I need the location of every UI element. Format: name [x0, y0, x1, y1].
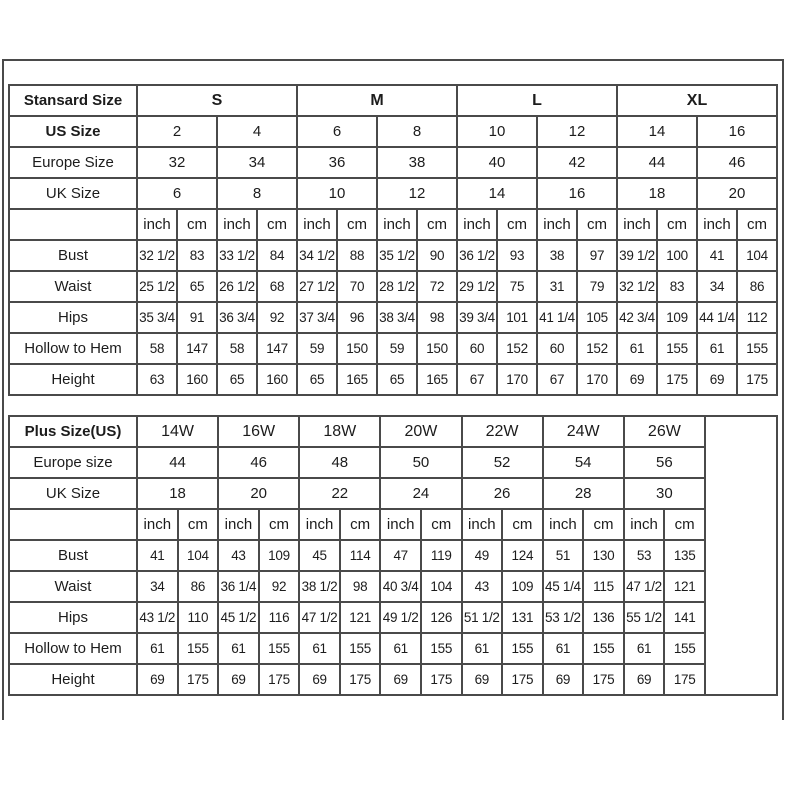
- size-value: 14: [457, 178, 537, 209]
- size-value: 44: [617, 147, 697, 178]
- unit-inch-header: inch: [299, 509, 340, 540]
- size-group-header: M: [297, 85, 457, 116]
- standard-size-table-row: [9, 209, 777, 240]
- measure-value: 51: [543, 540, 584, 571]
- row-label: Europe Size: [9, 147, 137, 178]
- measure-value: 121: [664, 571, 705, 602]
- measure-value: 155: [178, 633, 219, 664]
- measure-value: 155: [259, 633, 300, 664]
- standard-size-table-row: [9, 178, 777, 209]
- measure-value: 147: [177, 333, 217, 364]
- size-value: 52: [462, 447, 543, 478]
- unit-cm-header: cm: [337, 209, 377, 240]
- unit-inch-header: inch: [543, 509, 584, 540]
- measure-value: 58: [137, 333, 177, 364]
- measure-value: 175: [737, 364, 777, 395]
- measure-value: 131: [502, 602, 543, 633]
- measure-value: 35 1/2: [377, 240, 417, 271]
- measure-value: 38: [537, 240, 577, 271]
- size-value: 34: [217, 147, 297, 178]
- unit-cm-header: cm: [657, 209, 697, 240]
- plus-size-table: [8, 415, 778, 696]
- measure-value: 27 1/2: [297, 271, 337, 302]
- measure-value: 44 1/4: [697, 302, 737, 333]
- measure-value: 175: [502, 664, 543, 695]
- measure-value: 91: [177, 302, 217, 333]
- measure-value: 100: [657, 240, 697, 271]
- measure-value: 61: [697, 333, 737, 364]
- size-value: 18: [137, 478, 218, 509]
- row-label: Bust: [9, 540, 137, 571]
- measure-value: 60: [457, 333, 497, 364]
- size-value: 4: [217, 116, 297, 147]
- measure-value: 69: [299, 664, 340, 695]
- measure-value: 65: [177, 271, 217, 302]
- measure-value: 86: [737, 271, 777, 302]
- measure-value: 160: [257, 364, 297, 395]
- measure-value: 88: [337, 240, 377, 271]
- measure-value: 170: [577, 364, 617, 395]
- unit-cm-header: cm: [497, 209, 537, 240]
- size-value: 20: [218, 478, 299, 509]
- measure-value: 69: [543, 664, 584, 695]
- measure-value: 49: [462, 540, 503, 571]
- measure-value: 45 1/2: [218, 602, 259, 633]
- measure-value: 36 3/4: [217, 302, 257, 333]
- unit-cm-header: cm: [577, 209, 617, 240]
- measure-value: 61: [624, 633, 665, 664]
- measure-value: 49 1/2: [380, 602, 421, 633]
- table-title: Stansard Size: [9, 85, 137, 116]
- unit-cm-header: cm: [177, 209, 217, 240]
- size-group-header: 24W: [543, 416, 624, 447]
- unit-inch-header: inch: [297, 209, 337, 240]
- unit-inch-header: inch: [217, 209, 257, 240]
- unit-cm-header: cm: [417, 209, 457, 240]
- measure-value: 150: [417, 333, 457, 364]
- measure-value: 33 1/2: [217, 240, 257, 271]
- measure-value: 65: [297, 364, 337, 395]
- measure-value: 35 3/4: [137, 302, 177, 333]
- measure-value: 92: [259, 571, 300, 602]
- plus-size-table-row: [9, 416, 777, 447]
- size-group-header: 18W: [299, 416, 380, 447]
- measure-value: 55 1/2: [624, 602, 665, 633]
- standard-size-table-row: [9, 271, 777, 302]
- measure-value: 45: [299, 540, 340, 571]
- measure-value: 47 1/2: [299, 602, 340, 633]
- measure-value: 40 3/4: [380, 571, 421, 602]
- measure-value: 41: [697, 240, 737, 271]
- measure-value: 69: [380, 664, 421, 695]
- plus-size-table-row: [9, 478, 777, 509]
- measure-value: 175: [583, 664, 624, 695]
- standard-size-table-row: [9, 364, 777, 395]
- measure-value: 170: [497, 364, 537, 395]
- measure-value: 109: [657, 302, 697, 333]
- measure-value: 38 1/2: [299, 571, 340, 602]
- measure-value: 105: [577, 302, 617, 333]
- size-group-header: 20W: [380, 416, 461, 447]
- measure-value: 175: [664, 664, 705, 695]
- row-label: UK Size: [9, 478, 137, 509]
- measure-value: 104: [178, 540, 219, 571]
- unit-cm-header: cm: [259, 509, 300, 540]
- measure-value: 84: [257, 240, 297, 271]
- unit-inch-header: inch: [697, 209, 737, 240]
- unit-cm-header: cm: [664, 509, 705, 540]
- measure-value: 58: [217, 333, 257, 364]
- unit-cm-header: cm: [340, 509, 381, 540]
- measure-value: 93: [497, 240, 537, 271]
- row-label: Bust: [9, 240, 137, 271]
- measure-value: 124: [502, 540, 543, 571]
- size-value: 30: [624, 478, 705, 509]
- size-value: 12: [377, 178, 457, 209]
- unit-inch-header: inch: [624, 509, 665, 540]
- unit-inch-header: inch: [457, 209, 497, 240]
- measure-value: 69: [697, 364, 737, 395]
- measure-value: 68: [257, 271, 297, 302]
- plus-size-table-row: [9, 602, 777, 633]
- size-value: 16: [697, 116, 777, 147]
- measure-value: 130: [583, 540, 624, 571]
- standard-size-table-row: [9, 302, 777, 333]
- unit-cm-header: cm: [502, 509, 543, 540]
- row-label: Hollow to Hem: [9, 333, 137, 364]
- size-value: 20: [697, 178, 777, 209]
- size-value: 18: [617, 178, 697, 209]
- measure-value: 43: [462, 571, 503, 602]
- row-label: Europe size: [9, 447, 137, 478]
- measure-value: 97: [577, 240, 617, 271]
- measure-value: 61: [218, 633, 259, 664]
- measure-value: 90: [417, 240, 457, 271]
- row-label: Hips: [9, 302, 137, 333]
- measure-value: 155: [502, 633, 543, 664]
- measure-value: 112: [737, 302, 777, 333]
- measure-value: 41: [137, 540, 178, 571]
- measure-value: 69: [218, 664, 259, 695]
- standard-size-table-row: [9, 85, 777, 116]
- table-title: Plus Size(US): [9, 416, 137, 447]
- measure-value: 115: [583, 571, 624, 602]
- unit-inch-header: inch: [617, 209, 657, 240]
- size-group-header: 26W: [624, 416, 705, 447]
- measure-value: 36 1/4: [218, 571, 259, 602]
- measure-value: 38 3/4: [377, 302, 417, 333]
- plus-size-table-row: [9, 509, 777, 540]
- size-value: 8: [217, 178, 297, 209]
- size-value: 56: [624, 447, 705, 478]
- measure-value: 150: [337, 333, 377, 364]
- measure-value: 61: [543, 633, 584, 664]
- measure-value: 175: [421, 664, 462, 695]
- row-label-blank: [9, 509, 137, 540]
- row-label: Waist: [9, 571, 137, 602]
- measure-value: 155: [737, 333, 777, 364]
- unit-cm-header: cm: [178, 509, 219, 540]
- plus-size-table-row: [9, 633, 777, 664]
- size-group-header: L: [457, 85, 617, 116]
- size-value: 26: [462, 478, 543, 509]
- unit-inch-header: inch: [462, 509, 503, 540]
- unit-inch-header: inch: [137, 209, 177, 240]
- measure-value: 69: [617, 364, 657, 395]
- unit-inch-header: inch: [137, 509, 178, 540]
- size-value: 40: [457, 147, 537, 178]
- measure-value: 39 3/4: [457, 302, 497, 333]
- measure-value: 53: [624, 540, 665, 571]
- measure-value: 47 1/2: [624, 571, 665, 602]
- measure-value: 32 1/2: [137, 240, 177, 271]
- row-label: Waist: [9, 271, 137, 302]
- measure-value: 83: [177, 240, 217, 271]
- size-value: 42: [537, 147, 617, 178]
- row-label: Height: [9, 364, 137, 395]
- size-group-header: 22W: [462, 416, 543, 447]
- measure-value: 96: [337, 302, 377, 333]
- size-value: 36: [297, 147, 377, 178]
- size-group-header: XL: [617, 85, 777, 116]
- row-label: US Size: [9, 116, 137, 147]
- measure-value: 65: [217, 364, 257, 395]
- measure-value: 114: [340, 540, 381, 571]
- measure-value: 175: [657, 364, 697, 395]
- size-value: 10: [297, 178, 377, 209]
- measure-value: 31: [537, 271, 577, 302]
- plus-size-table-row: [9, 540, 777, 571]
- measure-value: 160: [177, 364, 217, 395]
- row-label: UK Size: [9, 178, 137, 209]
- measure-value: 92: [257, 302, 297, 333]
- measure-value: 45 1/4: [543, 571, 584, 602]
- row-label: Hips: [9, 602, 137, 633]
- size-value: 12: [537, 116, 617, 147]
- measure-value: 175: [178, 664, 219, 695]
- plus-size-table-row: [9, 447, 777, 478]
- measure-value: 61: [299, 633, 340, 664]
- measure-value: 79: [577, 271, 617, 302]
- size-value: 32: [137, 147, 217, 178]
- size-value: 6: [297, 116, 377, 147]
- measure-value: 34: [697, 271, 737, 302]
- measure-value: 25 1/2: [137, 271, 177, 302]
- size-value: 28: [543, 478, 624, 509]
- measure-value: 175: [340, 664, 381, 695]
- row-label: Height: [9, 664, 137, 695]
- measure-value: 155: [340, 633, 381, 664]
- size-value: 16: [537, 178, 617, 209]
- measure-value: 29 1/2: [457, 271, 497, 302]
- measure-value: 32 1/2: [617, 271, 657, 302]
- measure-value: 155: [583, 633, 624, 664]
- measure-value: 147: [257, 333, 297, 364]
- unit-cm-header: cm: [737, 209, 777, 240]
- measure-value: 155: [657, 333, 697, 364]
- measure-value: 175: [259, 664, 300, 695]
- measure-value: 41 1/4: [537, 302, 577, 333]
- unit-inch-header: inch: [380, 509, 421, 540]
- unit-cm-header: cm: [257, 209, 297, 240]
- measure-value: 165: [337, 364, 377, 395]
- size-value: 24: [380, 478, 461, 509]
- size-value: 14: [617, 116, 697, 147]
- measure-value: 65: [377, 364, 417, 395]
- measure-value: 67: [537, 364, 577, 395]
- size-value: 10: [457, 116, 537, 147]
- measure-value: 34 1/2: [297, 240, 337, 271]
- measure-value: 155: [664, 633, 705, 664]
- row-label-blank: [9, 209, 137, 240]
- measure-value: 61: [137, 633, 178, 664]
- measure-value: 104: [421, 571, 462, 602]
- measure-value: 60: [537, 333, 577, 364]
- measure-value: 165: [417, 364, 457, 395]
- measure-value: 136: [583, 602, 624, 633]
- size-value: 46: [697, 147, 777, 178]
- measure-value: 119: [421, 540, 462, 571]
- plus-size-table-row: [9, 664, 777, 695]
- size-value: 2: [137, 116, 217, 147]
- measure-value: 37 3/4: [297, 302, 337, 333]
- unit-cm-header: cm: [583, 509, 624, 540]
- measure-value: 69: [137, 664, 178, 695]
- measure-value: 43: [218, 540, 259, 571]
- measure-value: 69: [624, 664, 665, 695]
- size-value: 48: [299, 447, 380, 478]
- measure-value: 59: [297, 333, 337, 364]
- size-value: 8: [377, 116, 457, 147]
- row-label: Hollow to Hem: [9, 633, 137, 664]
- empty-cell: [705, 416, 777, 695]
- measure-value: 83: [657, 271, 697, 302]
- measure-value: 67: [457, 364, 497, 395]
- measure-value: 152: [577, 333, 617, 364]
- size-value: 22: [299, 478, 380, 509]
- unit-cm-header: cm: [421, 509, 462, 540]
- size-value: 50: [380, 447, 461, 478]
- measure-value: 47: [380, 540, 421, 571]
- standard-size-table-row: [9, 116, 777, 147]
- size-group-header: S: [137, 85, 297, 116]
- measure-value: 34: [137, 571, 178, 602]
- measure-value: 126: [421, 602, 462, 633]
- unit-inch-header: inch: [537, 209, 577, 240]
- measure-value: 28 1/2: [377, 271, 417, 302]
- measure-value: 70: [337, 271, 377, 302]
- measure-value: 98: [340, 571, 381, 602]
- measure-value: 86: [178, 571, 219, 602]
- standard-size-table-row: [9, 147, 777, 178]
- measure-value: 72: [417, 271, 457, 302]
- measure-value: 104: [737, 240, 777, 271]
- measure-value: 110: [178, 602, 219, 633]
- measure-value: 61: [617, 333, 657, 364]
- size-value: 38: [377, 147, 457, 178]
- size-value: 46: [218, 447, 299, 478]
- unit-inch-header: inch: [218, 509, 259, 540]
- standard-size-table-row: [9, 240, 777, 271]
- size-chart-frame: [2, 59, 784, 720]
- measure-value: 43 1/2: [137, 602, 178, 633]
- size-value: 54: [543, 447, 624, 478]
- size-value: 44: [137, 447, 218, 478]
- measure-value: 26 1/2: [217, 271, 257, 302]
- measure-value: 116: [259, 602, 300, 633]
- size-group-header: 16W: [218, 416, 299, 447]
- measure-value: 152: [497, 333, 537, 364]
- measure-value: 109: [502, 571, 543, 602]
- measure-value: 53 1/2: [543, 602, 584, 633]
- measure-value: 36 1/2: [457, 240, 497, 271]
- measure-value: 59: [377, 333, 417, 364]
- unit-inch-header: inch: [377, 209, 417, 240]
- measure-value: 42 3/4: [617, 302, 657, 333]
- measure-value: 155: [421, 633, 462, 664]
- measure-value: 109: [259, 540, 300, 571]
- measure-value: 98: [417, 302, 457, 333]
- measure-value: 135: [664, 540, 705, 571]
- standard-size-table: [8, 84, 778, 396]
- measure-value: 101: [497, 302, 537, 333]
- measure-value: 51 1/2: [462, 602, 503, 633]
- measure-value: 61: [462, 633, 503, 664]
- measure-value: 61: [380, 633, 421, 664]
- measure-value: 63: [137, 364, 177, 395]
- measure-value: 69: [462, 664, 503, 695]
- size-group-header: 14W: [137, 416, 218, 447]
- plus-size-table-row: [9, 571, 777, 602]
- measure-value: 121: [340, 602, 381, 633]
- size-value: 6: [137, 178, 217, 209]
- measure-value: 141: [664, 602, 705, 633]
- standard-size-table-row: [9, 333, 777, 364]
- measure-value: 39 1/2: [617, 240, 657, 271]
- measure-value: 75: [497, 271, 537, 302]
